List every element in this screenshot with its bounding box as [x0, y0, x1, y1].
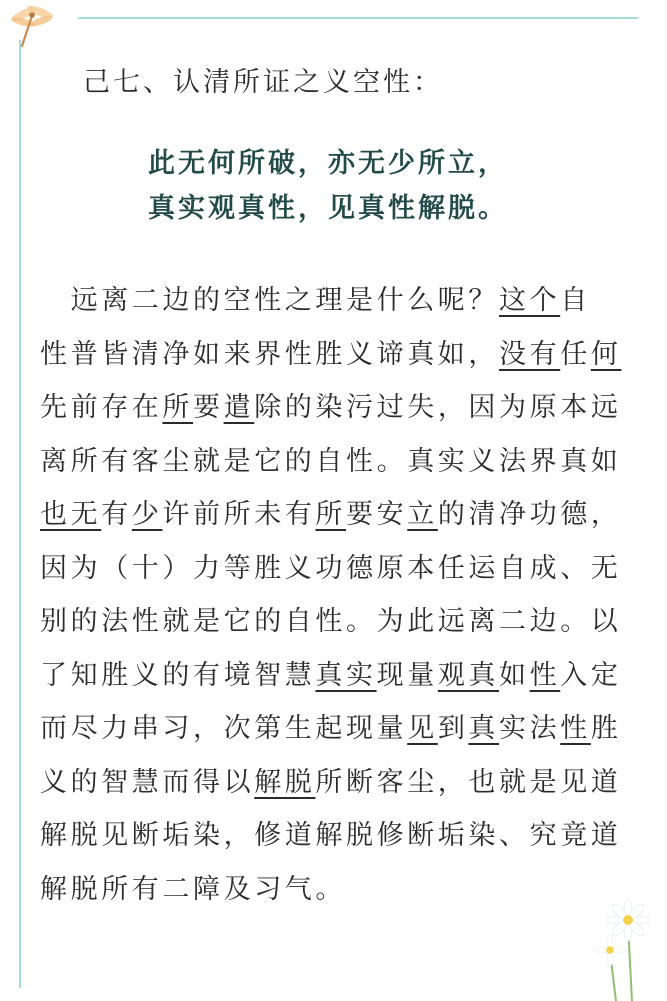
- text-segment: 要安: [346, 499, 408, 530]
- text-segment: 到: [437, 713, 469, 744]
- underlined-phrase: 性: [560, 713, 591, 744]
- text-line: [40, 654, 636, 708]
- text-segment: 解脱所有二障及习气。: [40, 873, 346, 905]
- text-segment: 任: [560, 338, 591, 370]
- text-segment: 远离二边的空性之理是什么呢？: [40, 285, 499, 316]
- text-line: [40, 440, 636, 494]
- text-segment: 义的智慧而得以: [40, 766, 255, 798]
- text-segment: 别的法性就是它的自性。为此远离二边。以: [40, 606, 622, 637]
- text-line: [40, 868, 636, 922]
- underlined-phrase: 解脱: [254, 766, 316, 798]
- verse-line: 真实观真性，见真性解脱。: [148, 193, 508, 224]
- text-segment: 自: [560, 285, 591, 316]
- verse-line: 此无何所破，亦无少所立，: [148, 148, 508, 179]
- text-segment: 要: [193, 392, 224, 423]
- text-line: [40, 600, 636, 654]
- text-segment: 除的染污过失，因为原本远: [254, 392, 622, 423]
- underlined-phrase: 性: [529, 659, 561, 691]
- text-segment: 离所有客尘就是它的自性。真实义法界真如: [40, 445, 622, 477]
- text-segment: 实法: [499, 713, 561, 744]
- text-line: [40, 333, 636, 387]
- underlined-phrase: 少: [131, 499, 163, 530]
- text-segment: 先前存在: [40, 392, 163, 423]
- text-segment: 许前所未有: [162, 499, 316, 530]
- underlined-phrase: 见: [407, 713, 438, 744]
- text-line: [40, 493, 636, 547]
- underlined-phrase: 立: [407, 499, 438, 530]
- underlined-phrase: 所: [315, 499, 347, 530]
- underlined-phrase: 这个: [499, 285, 561, 316]
- underlined-phrase: 所: [162, 392, 194, 423]
- text-line: [40, 547, 636, 601]
- text-line: [40, 707, 636, 761]
- text-segment: 如: [499, 659, 530, 691]
- text-segment: 因为（十）力等胜义功德原本任运自成、无: [40, 552, 622, 584]
- text-line: [40, 386, 636, 440]
- text-segment: 了知胜义的有境智慧: [40, 659, 316, 691]
- text-segment: 所断客尘，也就是见道: [315, 766, 622, 798]
- text-segment: 而尽力串习，次第生起现量: [40, 713, 408, 744]
- commentary-paragraph: [40, 279, 636, 921]
- underlined-phrase: 也无: [40, 499, 102, 530]
- text-line: [40, 814, 636, 868]
- underlined-phrase: 遣: [223, 392, 255, 423]
- text-segment: 解脱见断垢染，修道解脱修断垢染、究竟道: [40, 820, 622, 851]
- text-segment: 有: [101, 499, 132, 530]
- frame-left-line: [19, 40, 21, 988]
- text-segment: 现量: [376, 659, 438, 691]
- underlined-phrase: 真: [468, 713, 500, 744]
- underlined-phrase: 真实: [315, 659, 377, 691]
- text-segment: 的清净功德，: [437, 499, 622, 530]
- text-segment: 性普皆清净如来界性胜义谛真如，: [40, 338, 499, 370]
- section-heading: 己七、认清所证之义空性：: [83, 67, 443, 98]
- text-line: [40, 761, 636, 815]
- underlined-phrase: 观真: [437, 659, 500, 691]
- frame-top-line: [78, 17, 638, 19]
- dragonfly-icon: [6, 2, 62, 50]
- underlined-phrase: 没有: [499, 338, 561, 370]
- text-line: [40, 279, 636, 333]
- text-segment: 入定: [560, 659, 622, 691]
- verse-block: [148, 141, 578, 231]
- underlined-phrase: 何: [590, 338, 622, 370]
- text-segment: 胜: [590, 713, 622, 744]
